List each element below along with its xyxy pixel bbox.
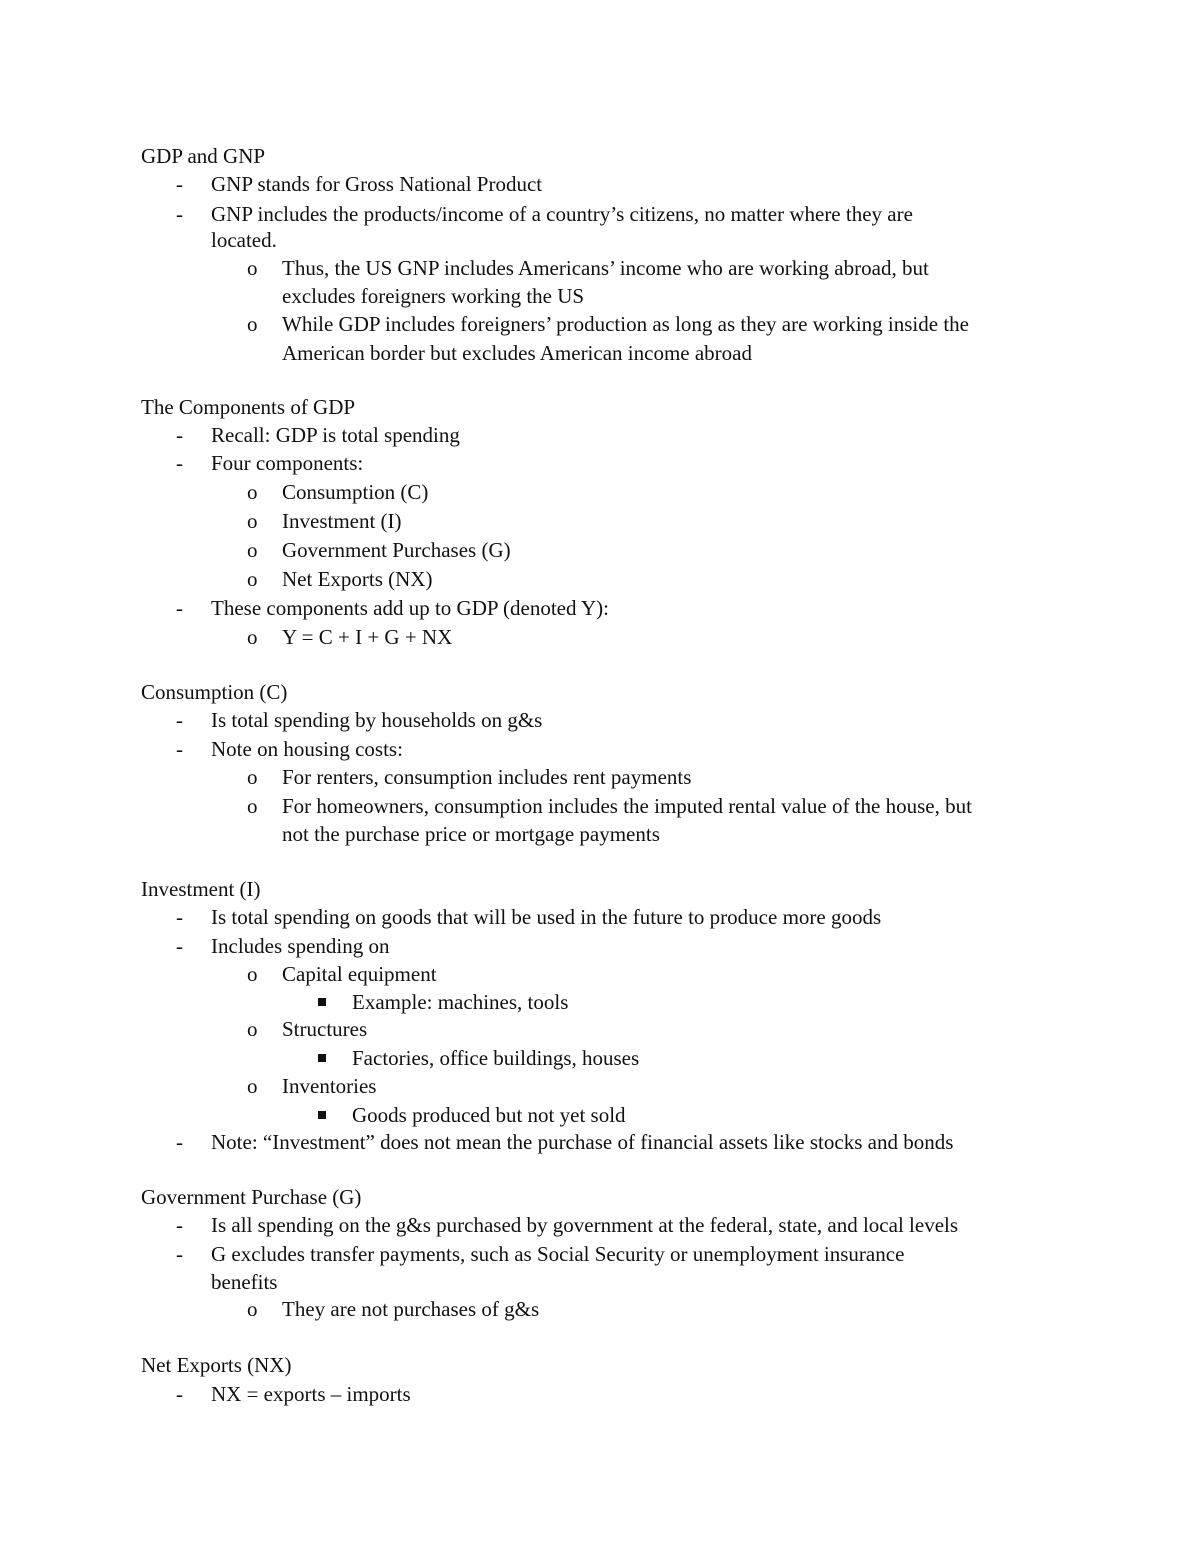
- list-item: G excludes transfer payments, such as Social Security or unemployment insurance: [211, 1242, 905, 1266]
- list-item: Four components:: [211, 451, 364, 475]
- dash-bullet: -: [176, 1213, 183, 1237]
- list-item-continuation: benefits: [211, 1270, 278, 1294]
- sub-list-item: For homeowners, consumption includes the imputed rental value of the house, but: [282, 794, 972, 818]
- dash-bullet: -: [176, 708, 183, 732]
- section-heading-net-exports: Net Exports (NX): [141, 1353, 292, 1377]
- list-item: Note: “Investment” does not mean the purchase of financial assets like stocks and bonds: [211, 1130, 954, 1154]
- list-item: Includes spending on: [211, 934, 390, 958]
- sub-list-item: Consumption (C): [282, 480, 429, 504]
- list-item-continuation: located.: [211, 228, 277, 252]
- section-heading-consumption: Consumption (C): [141, 680, 288, 704]
- square-bullet: [318, 1111, 326, 1119]
- sub-list-item-continuation: not the purchase price or mortgage payments: [282, 822, 660, 846]
- sub-list-item: Net Exports (NX): [282, 567, 433, 591]
- sub-list-item: Inventories: [282, 1074, 377, 1098]
- dash-bullet: -: [176, 1242, 183, 1266]
- sub-sub-list-item: Factories, office buildings, houses: [352, 1046, 640, 1070]
- circle-bullet: o: [247, 625, 258, 649]
- sub-list-item: Thus, the US GNP includes Americans’ income who are working abroad, but: [282, 256, 929, 280]
- dash-bullet: -: [176, 596, 183, 620]
- sub-list-item: Government Purchases (G): [282, 538, 511, 562]
- sub-list-item: They are not purchases of g&s: [282, 1297, 540, 1321]
- section-heading-components: The Components of GDP: [141, 395, 356, 419]
- circle-bullet: o: [247, 962, 258, 986]
- sub-list-item-continuation: excludes foreigners working the US: [282, 284, 585, 308]
- circle-bullet: o: [247, 256, 258, 280]
- dash-bullet: -: [176, 905, 183, 929]
- equation: NX = exports – imports: [211, 1382, 411, 1406]
- circle-bullet: o: [247, 538, 258, 562]
- square-bullet: [318, 1054, 326, 1062]
- section-heading-government: Government Purchase (G): [141, 1185, 362, 1209]
- section-heading-investment: Investment (I): [141, 877, 261, 901]
- dash-bullet: -: [176, 202, 183, 226]
- sub-sub-list-item: Example: machines, tools: [352, 990, 569, 1014]
- sub-list-item: For renters, consumption includes rent payments: [282, 765, 692, 789]
- dash-bullet: -: [176, 1130, 183, 1154]
- sub-list-item: Capital equipment: [282, 962, 437, 986]
- circle-bullet: o: [247, 312, 258, 336]
- list-item: Note on housing costs:: [211, 737, 403, 761]
- circle-bullet: o: [247, 794, 258, 818]
- list-item: GNP includes the products/income of a country’s citizens, no matter where they are: [211, 202, 913, 226]
- circle-bullet: o: [247, 509, 258, 533]
- equation: Y = C + I + G + NX: [282, 625, 453, 649]
- list-item: Recall: GDP is total spending: [211, 423, 460, 447]
- dash-bullet: -: [176, 451, 183, 475]
- circle-bullet: o: [247, 1297, 258, 1321]
- dash-bullet: -: [176, 737, 183, 761]
- sub-list-item-continuation: American border but excludes American income abroad: [282, 341, 752, 365]
- square-bullet: [318, 998, 326, 1006]
- sub-list-item: While GDP includes foreigners’ production as long as they are working inside the: [282, 312, 969, 336]
- dash-bullet: -: [176, 423, 183, 447]
- dash-bullet: -: [176, 172, 183, 196]
- list-item: Is total spending on goods that will be used in the future to produce more goods: [211, 905, 882, 929]
- circle-bullet: o: [247, 1074, 258, 1098]
- list-item: Is total spending by households on g&s: [211, 708, 543, 732]
- circle-bullet: o: [247, 480, 258, 504]
- list-item: These components add up to GDP (denoted Y):: [211, 596, 609, 620]
- circle-bullet: o: [247, 765, 258, 789]
- sub-list-item: Structures: [282, 1017, 368, 1041]
- dash-bullet: -: [176, 934, 183, 958]
- section-heading-gdp-gnp: GDP and GNP: [141, 144, 266, 168]
- list-item: GNP stands for Gross National Product: [211, 172, 543, 196]
- circle-bullet: o: [247, 567, 258, 591]
- sub-sub-list-item: Goods produced but not yet sold: [352, 1103, 626, 1127]
- sub-list-item: Investment (I): [282, 509, 402, 533]
- circle-bullet: o: [247, 1017, 258, 1041]
- list-item: Is all spending on the g&s purchased by government at the federal, state, and local levels: [211, 1213, 959, 1237]
- dash-bullet: -: [176, 1382, 183, 1406]
